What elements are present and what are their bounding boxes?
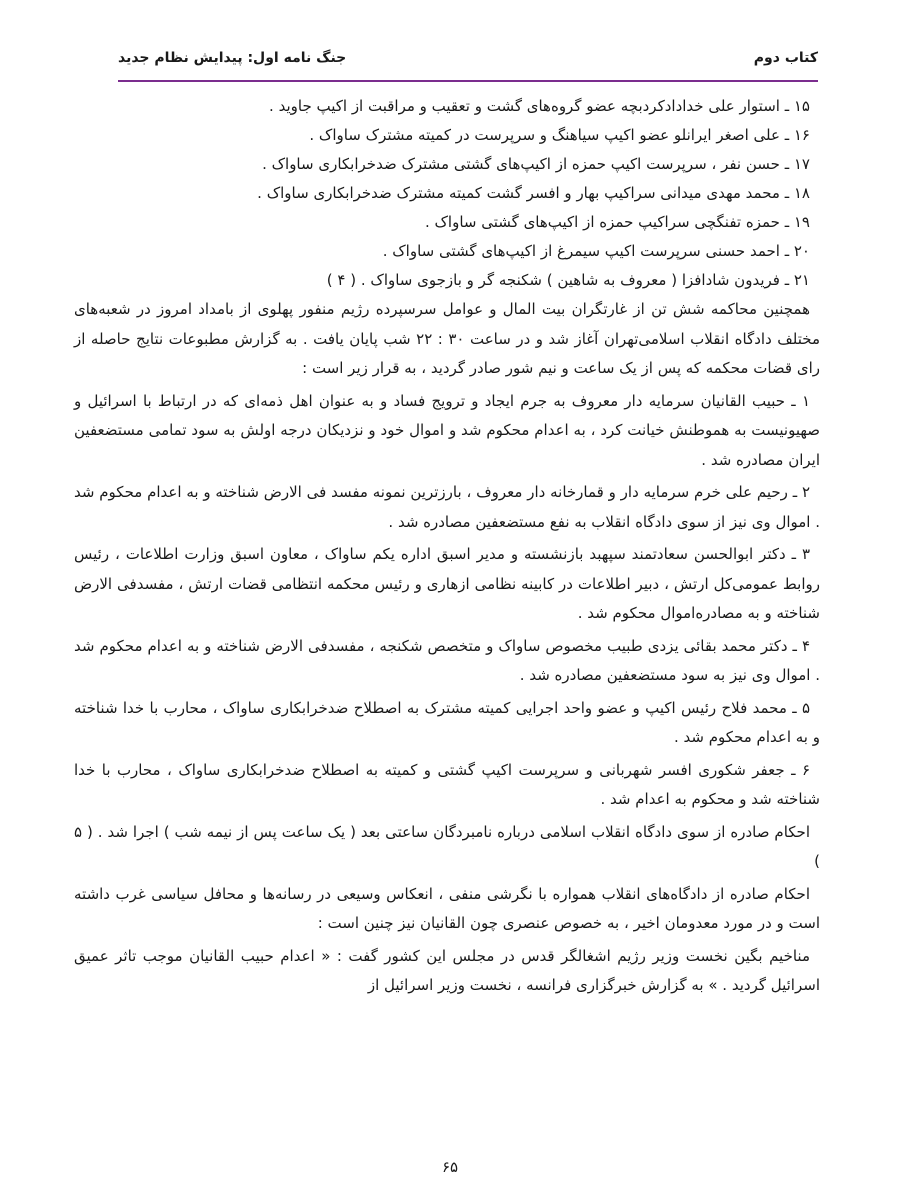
chapter-title: جنگ نامه اول: پیدایش نظام جدید — [118, 50, 347, 66]
list-item: ۱۵ ـ استوار علی خدادادکردبچه عضو گروه‌های گشت و تعقیب و مراقبت از اکیپ جاوید . — [269, 97, 810, 115]
list-item: ۱۶ ـ علی اصغر ایرانلو عضو اکیپ سیاهنگ و سرپرست در کمیته مشترک ساواک . — [309, 126, 810, 144]
paragraph: ۲ ـ رحیم علی خرم سرمایه دار و قمارخانه دار معروف ، بارزترین نمونه مفسد فی الارض شناخته و به اعدام محکوم شد . اموال وی نیز از سوی دادگاه انقلاب به نفع مستضعفین مصادره شد . — [74, 483, 820, 531]
list-item: ۱۷ ـ حسن نفر ، سرپرست اکیپ حمزه از اکیپ‌های گشتی مشترک ضدخرابکاری ساواک . — [262, 155, 810, 173]
list-item: ۱۹ ـ حمزه تفنگچی سراکیپ حمزه از اکیپ‌های گشتی ساواک . — [424, 213, 810, 231]
paragraph: همچنین محاکمه شش تن از غارتگران بیت المال و عوامل سرسپرده رژیم منفور پهلوی از بامداد امروز در شعبه‌های مختلف دادگاه انقلاب اسلامی‌تهران آغاز شد و در ساعت ۳۰ : ۲۲ شب پایان یافت . به گزارش مطبوعات نتایج حاصله از رای قضات محکمه که پس از یک ساعت و نیم شور صادر گردید ، به قرار زیر است : — [74, 300, 820, 377]
list-item: ۱۸ ـ محمد مهدی میدانی سراکیپ بهار و افسر گشت کمیته مشترک ضدخرابکاری ساواک . — [257, 184, 810, 202]
paragraph: ۱ ـ حبیب القانیان سرمایه دار معروف به جرم ایجاد و ترویج فساد و به عنوان اهل ذمه‌ای که در ارتباط با اسرائیل و صهیونیست به هموطنش خیانت کرد ، به اعدام محکوم شد و اموال خود و نزدیکان درجه اولش به سود تمامی مستضعفین ایران مصادره شد . — [74, 391, 820, 469]
running-header — [118, 46, 818, 82]
paragraph: ۵ ـ محمد فلاح رئیس اکیپ و عضو واحد اجرایی کمیته مشترک به اصطلاح ضدخرابکاری ساواک ، محارب با خدا شناخته و به اعدام محکوم شد . — [74, 698, 820, 746]
numbered-list — [74, 92, 820, 295]
list-item: ۲۱ ـ فریدون شادافزا ( معروف به شاهین ) شکنجه گر و بازجوی ساواک . ( ۴ ) — [326, 271, 810, 289]
paragraph: ۳ ـ دکتر ابوالحسن سعادتمند سپهبد بازنشسته و مدیر اسبق اداره یکم ساواک ، معاون اسبق وزارت اطلاعات ، رئیس روابط عمومی‌کل ارتش ، دبیر اطلاعات در کابینه نظامی ازهاری و رئیس محکمه انتظامی قضات ارتش ، مفسدفی الارض شناخته و به مصادره‌اموال محکوم شد . — [74, 545, 820, 622]
page-number: ۶۵ — [441, 1158, 459, 1176]
paragraph: ۴ ـ دکتر محمد بقائی یزدی طبیب مخصوص ساواک و متخصص شکنجه ، مفسدفی الارض شناخته و به اعدام محکوم شد . اموال وی نیز به سود مستضعفین مصادره شد . — [74, 636, 820, 684]
list-item: ۲۰ ـ احمد حسنی سرپرست اکیپ سیمرغ از اکیپ‌های گشتی ساواک . — [382, 242, 810, 260]
paragraph: احکام صادره از دادگاه‌های انقلاب همواره با نگرشی منفی ، انعکاس وسیعی در رسانه‌ها و محافل سیاسی غرب داشته است و در مورد معدومان اخیر ، به خصوص عنصری چون القانیان نیز چنین است : — [74, 884, 820, 932]
page-body — [74, 92, 820, 1001]
paragraph: مناخیم بگین نخست وزیر رژیم اشغالگر قدس در مجلس این کشور گفت : « اعدام حبیب القانیان موجب تاثر عمیق اسرائیل گردید . » به گزارش خبرگزاری فرانسه ، نخست وزیر اسرائیل از — [74, 946, 820, 994]
book-label: کتاب دوم — [753, 50, 818, 66]
paragraph: احکام صادره از سوی دادگاه انقلاب اسلامی درباره نامبردگان ساعتی بعد ( یک ساعت پس از نیمه شب ) اجرا شد . ( ۵ ) — [74, 822, 820, 870]
paragraph: ۶ ـ جعفر شکوری افسر شهربانی و سرپرست اکیپ گشتی و کمیته به اصطلاح ضدخرابکاری ساواک ، محارب با خدا شناخته شد و محکوم به اعدام شد . — [74, 760, 820, 808]
